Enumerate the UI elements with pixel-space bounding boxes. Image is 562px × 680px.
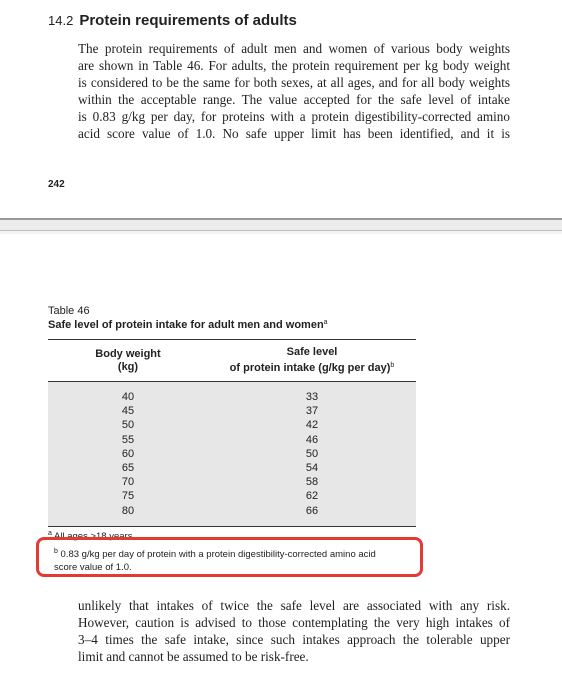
safe-level-cell: 42 — [305, 419, 319, 432]
body-weight-cell: 60 — [121, 447, 135, 460]
table-row — [48, 504, 416, 527]
safe-level-cell: 46 — [305, 433, 319, 446]
footnote-marker: a — [48, 530, 52, 537]
table-row — [48, 475, 416, 489]
footnote-text: 0.83 g/kg per day of protein with a protein digestibility-corrected amino acid — [57, 549, 376, 560]
section-number: 14.2 — [48, 13, 74, 28]
footnote-marker: a — [323, 319, 328, 326]
paragraph-line: limit and cannot be assumed to be risk-free. — [78, 649, 309, 664]
section-heading — [48, 12, 297, 29]
safe-level-cell: 54 — [305, 462, 319, 475]
safe-level-cell: 37 — [305, 405, 319, 418]
body-weight-cell: 40 — [121, 391, 135, 403]
table-row — [48, 461, 416, 475]
section-title: Protein requirements of adults — [79, 12, 297, 29]
column-header-safe-level — [208, 340, 416, 382]
paragraph-bottom — [78, 597, 510, 665]
page-divider-shadow — [0, 231, 562, 234]
body-weight-cell: 80 — [48, 504, 208, 527]
page-number: 242 — [48, 179, 65, 190]
safe-level-cell: 66 — [208, 504, 416, 527]
page-divider — [0, 218, 562, 248]
safe-level-cell: 50 — [305, 447, 319, 460]
column-header-body-weight — [48, 340, 208, 382]
paragraph-line: However, caution is advised to those contemplating the very high intakes of — [78, 615, 510, 630]
paragraph-line: acid score value of 1.0. No safe upper limit has been identified, and it is — [78, 126, 510, 141]
paragraph-top — [78, 40, 510, 142]
paragraph-line: is 0.83 g/kg per day, for proteins with a protein digestibility-corrected amino — [78, 109, 510, 124]
paragraph-line: unlikely that intakes of twice the safe level are associated with any risk. — [78, 598, 510, 613]
paragraph-line: The protein requirements of adult men and women of various body weights — [78, 41, 510, 56]
footnote-b — [54, 545, 376, 574]
page-divider-gap — [0, 220, 562, 230]
safe-level-cell: 62 — [305, 490, 319, 503]
body-weight-cell: 45 — [121, 405, 135, 418]
paragraph-line: within the acceptable range. The value accepted for the safe level of intake — [78, 92, 510, 107]
table-row — [48, 447, 416, 461]
paragraph-line: is considered to be the same for both sexes, at all ages, and for all body weights — [78, 75, 510, 90]
table-caption — [48, 319, 328, 331]
table-row — [48, 382, 416, 405]
body-weight-cell: 75 — [121, 490, 135, 503]
table-row — [48, 418, 416, 432]
table-row — [48, 489, 416, 503]
paragraph-line: 3–4 times the safe intake, since such intakes approach the tolerable upper — [78, 632, 510, 647]
header-line: (kg) — [117, 360, 139, 373]
footnote-marker: b — [390, 362, 395, 369]
body-weight-cell: 55 — [121, 433, 135, 446]
footnote-marker: b — [54, 548, 58, 555]
header-line: Safe level — [286, 346, 338, 358]
body-weight-cell: 70 — [121, 476, 135, 489]
table-row — [48, 404, 416, 418]
header-line: of protein intake (g/kg per day) — [229, 362, 391, 374]
header-line: Body weight — [95, 347, 161, 360]
table-caption-text: Safe level of protein intake for adult men and women — [48, 319, 324, 331]
body-weight-cell: 65 — [121, 462, 135, 475]
safe-level-cell: 58 — [305, 476, 319, 489]
table-row — [48, 433, 416, 447]
body-weight-cell: 50 — [121, 419, 135, 432]
protein-intake-table — [48, 339, 416, 527]
table-label: Table 46 — [48, 305, 90, 317]
table-header-row — [48, 340, 416, 382]
footnote-b-line — [54, 545, 376, 561]
safe-level-cell: 33 — [305, 391, 319, 403]
footnote-b-line: score value of 1.0. — [54, 562, 132, 573]
paragraph-line: are shown in Table 46. For adults, the protein requirement per kg body weight — [78, 58, 510, 73]
